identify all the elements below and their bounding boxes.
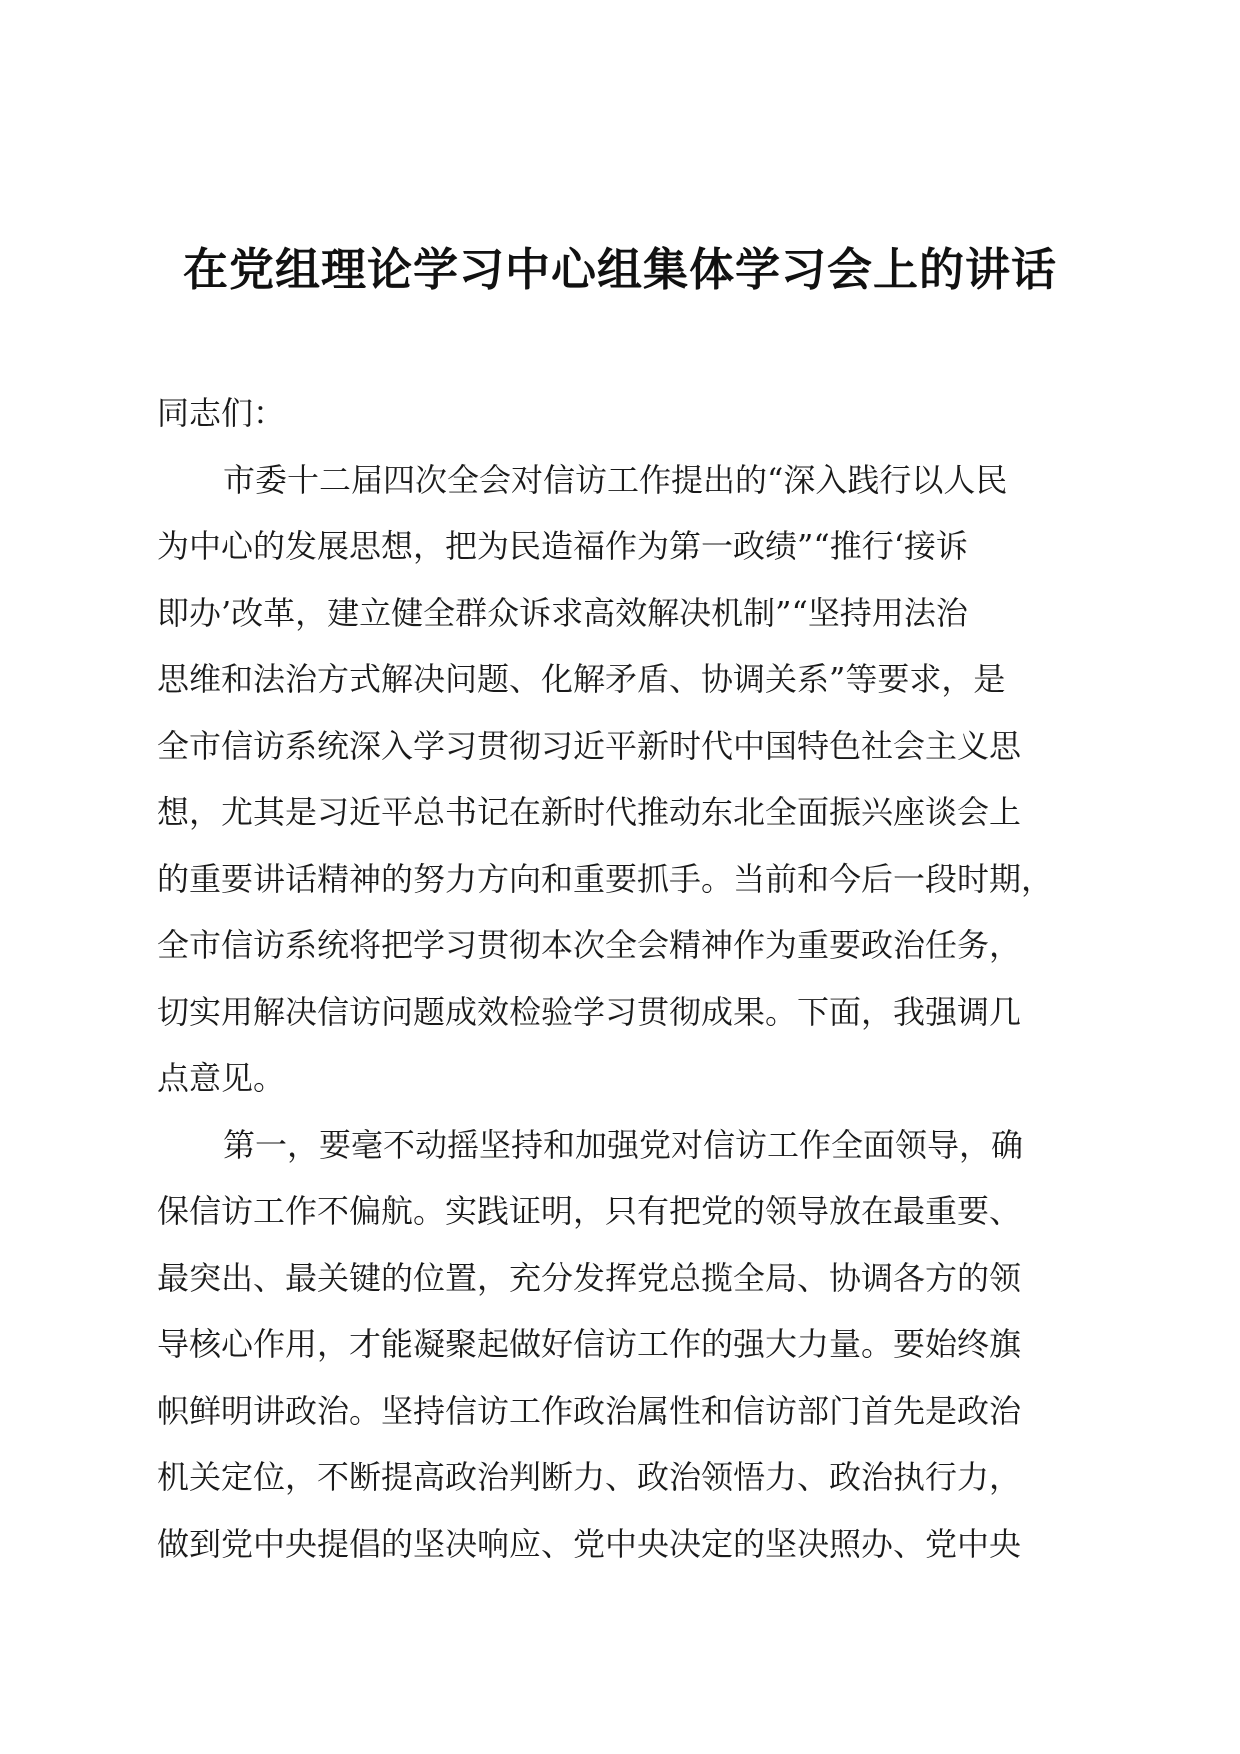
paragraph-line: 想，尤其是习近平总书记在新时代推动东北全面振兴座谈会上: [157, 793, 1022, 831]
paragraph-line: 第一，要毫不动摇坚持和加强党对信访工作全面领导，确: [223, 1125, 1024, 1164]
paragraph-line: 即办’改革，建立健全群众诉求高效解决机制”“坚持用法治: [157, 593, 968, 632]
paragraph-line: 的重要讲话精神的努力方向和重要抓手。当前和今后一段时期，: [157, 859, 1054, 898]
paragraph-line: 全市信访系统深入学习贯彻习近平新时代中国特色社会主义思: [157, 726, 1022, 765]
paragraph-line: 机关定位，不断提高政治判断力、政治领悟力、政治执行力，: [157, 1458, 1022, 1496]
paragraph-line: 思维和法治方式解决问题、化解矛盾、协调关系”等要求，是: [157, 660, 1006, 698]
document-body: [157, 380, 1097, 1577]
paragraph-line: 做到党中央提倡的坚决响应、党中央决定的坚决照办、党中央: [157, 1524, 1022, 1563]
paragraph-line: 最突出、最关键的位置，充分发挥党总揽全局、协调各方的领: [157, 1258, 1022, 1297]
paragraph-line: 为中心的发展思想，把为民造福作为第一政绩”“推行‘接诉: [157, 527, 968, 565]
paragraph-line: 切实用解决信访问题成效检验学习贯彻成果。下面，我强调几: [157, 992, 1022, 1031]
paragraph-line: 导核心作用，才能凝聚起做好信访工作的强大力量。要始终旗: [157, 1325, 1022, 1363]
document-title: 在党组理论学习中心组集体学习会上的讲话: [182, 243, 1057, 296]
salutation: 同志们：: [157, 394, 286, 432]
paragraph-1: [157, 447, 1097, 1112]
paragraph-line: 全市信访系统将把学习贯彻本次全会精神作为重要政治任务，: [157, 926, 1022, 964]
paragraph-line: 点意见。: [157, 1059, 286, 1097]
paragraph-2: [157, 1112, 1097, 1578]
paragraph-line: 保信访工作不偏航。实践证明，只有把党的领导放在最重要、: [157, 1192, 1022, 1230]
paragraph-line: 帜鲜明讲政治。坚持信访工作政治属性和信访部门首先是政治: [157, 1391, 1022, 1430]
paragraph-line: 市委十二届四次全会对信访工作提出的“深入践行以人民: [223, 460, 1008, 499]
